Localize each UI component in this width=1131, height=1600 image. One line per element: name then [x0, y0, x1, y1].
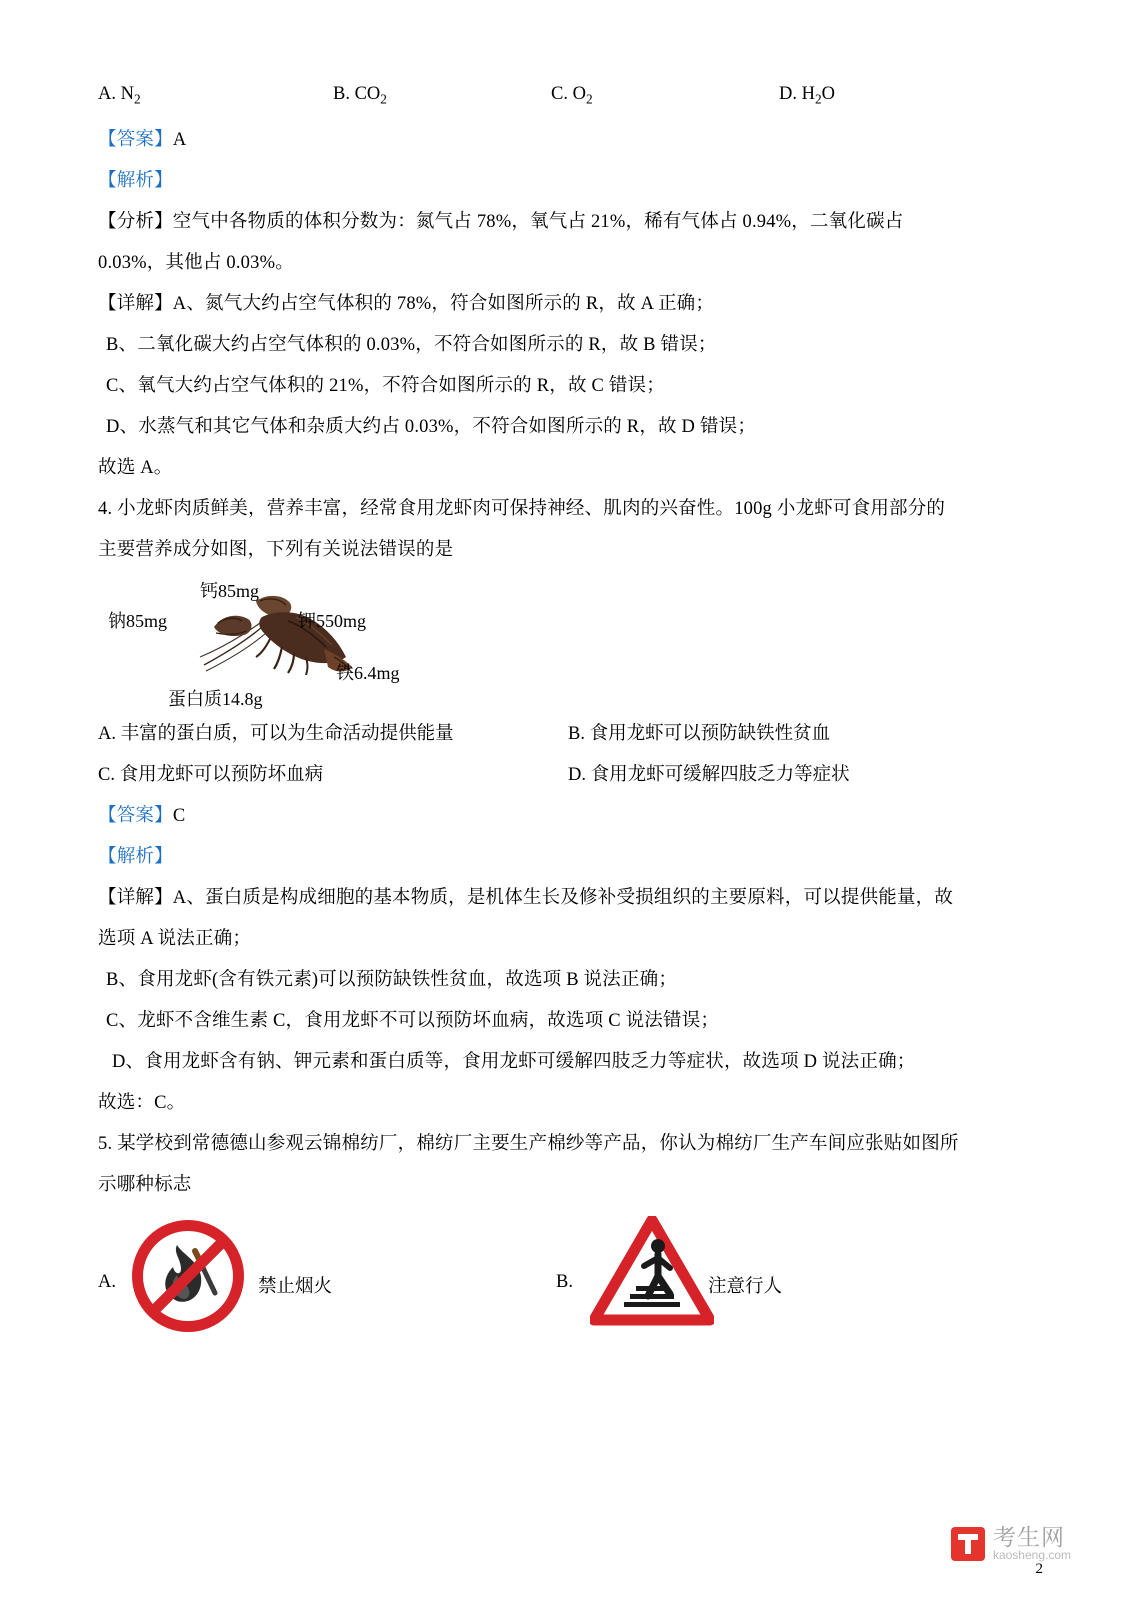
q3-option-b — [333, 74, 551, 120]
q3-answer-tag: 【答案】 — [98, 129, 173, 150]
label-protein: 蛋白质14.8g — [168, 688, 263, 709]
q4-options-row-2 — [98, 755, 1038, 796]
q4-analysis-line-5: D、食用龙虾含有钠、钾元素和蛋白质等，食用龙虾可缓解四肢乏力等症状，故选项 D 说法正确； — [112, 1051, 916, 1072]
q4-option-a-text: 丰富的蛋白质，可以为生命活动提供能量 — [120, 723, 454, 744]
q4-option-c — [98, 755, 568, 796]
q3-answer-value: A — [172, 129, 187, 150]
page-content — [98, 74, 1038, 1350]
q4-stem-line-2: 主要营养成分如图，下列有关说法错误的是 — [98, 539, 454, 560]
q3-option-c — [551, 74, 779, 120]
q4-stem-line-1: 4. 小龙虾肉质鲜美，营养丰富，经常食用龙虾肉可保持神经、肌肉的兴奋性。100g 小龙虾可食用部分的 — [98, 498, 946, 519]
page-number: 2 — [1035, 1561, 1043, 1577]
q4-analysis-line-4: C、龙虾不含维生素 C，食用龙虾不可以预防坏血病，故选项 C 说法错误； — [106, 1010, 720, 1031]
q3-option-a-sub: 2 — [134, 91, 141, 107]
q5-option-a-label: A. — [98, 1271, 116, 1292]
q4-analysis-line-2: 选项 A 说法正确； — [98, 928, 252, 949]
q4-option-c-label: C. — [98, 764, 115, 785]
watermark-logo-icon — [951, 1527, 985, 1561]
q4-option-c-text: 食用龙虾可以预防坏血病 — [119, 764, 324, 785]
q4-option-a-label: A. — [98, 723, 116, 744]
q3-analysis-line-2: 0.03%，其他占 0.03%。 — [98, 252, 294, 273]
label-sodium: 钠85mg — [108, 610, 168, 631]
q5-option-a-text: 禁止烟火 — [258, 1276, 333, 1297]
label-potassium: 钾550mg — [298, 610, 367, 631]
q3-option-a-formula: N — [120, 84, 134, 104]
q3-analysis-tag: 【解析】 — [98, 170, 173, 191]
q4-answer-value: C — [172, 805, 186, 826]
q3-option-d-formula-tail: O — [821, 84, 836, 104]
q3-analysis-line-7: 故选 A。 — [98, 457, 173, 478]
q3-option-c-formula: O — [572, 84, 586, 104]
pedestrian-crossing-sign-icon — [590, 1216, 714, 1326]
q3-option-b-formula: CO — [354, 84, 381, 104]
q4-analysis-line-3: B、食用龙虾(含有铁元素)可以预防缺铁性贫血，故选项 B 说法正确； — [106, 969, 678, 990]
q4-analysis-line-6: 故选：C。 — [98, 1092, 186, 1113]
q3-analysis-tag-line — [98, 161, 1038, 202]
q4-analysis-tag-line — [98, 837, 1038, 878]
q5-option-b-label: B. — [556, 1271, 573, 1292]
q3-option-d-sub: 2 — [815, 91, 822, 107]
lobster-nutrition-figure — [108, 577, 438, 712]
q3-option-d-label: D. — [779, 84, 797, 104]
q5-options-row — [98, 1220, 1038, 1350]
q4-answer-line — [98, 796, 1038, 837]
q4-option-a — [98, 714, 568, 755]
q4-analysis-tag: 【解析】 — [98, 846, 173, 867]
site-watermark — [951, 1525, 1071, 1562]
q4-options-row-1 — [98, 714, 1038, 755]
label-iron: 铁6.4mg — [336, 662, 400, 683]
q3-option-d-formula: H — [801, 84, 815, 104]
q4-option-d — [568, 755, 850, 796]
q4-option-d-label: D. — [568, 764, 586, 785]
q3-option-a-label: A. — [98, 84, 116, 104]
q3-option-a — [98, 74, 333, 120]
q3-option-b-label: B. — [333, 84, 350, 104]
q3-analysis-line-6: D、水蒸气和其它气体和杂质大约占 0.03%，不符合如图所示的 R，故 D 错误； — [106, 416, 757, 437]
q3-option-d — [779, 74, 835, 120]
q3-analysis-line-5: C、氧气大约占空气体积的 21%，不符合如图所示的 R，故 C 错误； — [106, 375, 665, 396]
q3-analysis-line-1: 【分析】空气中各物质的体积分数为：氮气占 78%，氧气占 21%，稀有气体占 0.94%，二氧化碳占 — [98, 211, 904, 232]
q4-option-b-label: B. — [568, 723, 585, 744]
q4-option-b — [568, 714, 830, 755]
q5-option-b-text: 注意行人 — [708, 1276, 783, 1297]
label-calcium: 钙85mg — [200, 580, 260, 601]
q4-option-d-text: 食用龙虾可缓解四肢乏力等症状 — [590, 764, 850, 785]
q3-options-row — [98, 74, 1038, 120]
q3-option-b-sub: 2 — [380, 91, 387, 107]
q4-option-b-text: 食用龙虾可以预防缺铁性贫血 — [589, 723, 831, 744]
q5-stem-line-2: 示哪种标志 — [98, 1174, 192, 1195]
q3-option-c-label: C. — [551, 84, 568, 104]
watermark-brand: 考生网 — [992, 1524, 1065, 1551]
q4-analysis-line-1: 【详解】A、蛋白质是构成细胞的基本物质，是机体生长及修补受损组织的主要原料，可以提供能量，故 — [98, 887, 954, 908]
q3-analysis-line-3: 【详解】A、氮气大约占空气体积的 78%，符合如图所示的 R，故 A 正确； — [98, 293, 715, 314]
no-fire-sign-icon — [132, 1220, 244, 1332]
q3-analysis-line-4: B、二氧化碳大约占空气体积的 0.03%，不符合如图所示的 R，故 B 错误； — [106, 334, 717, 355]
q4-answer-tag: 【答案】 — [98, 805, 173, 826]
watermark-domain: kaosheng.com — [992, 1548, 1071, 1563]
q3-option-c-sub: 2 — [585, 91, 593, 107]
q5-stem-line-1: 5. 某学校到常德德山参观云锦棉纺厂，棉纺厂主要生产棉纱等产品，你认为棉纺厂生产车间应张贴如图所 — [98, 1133, 959, 1154]
q3-answer-line — [98, 120, 1038, 161]
